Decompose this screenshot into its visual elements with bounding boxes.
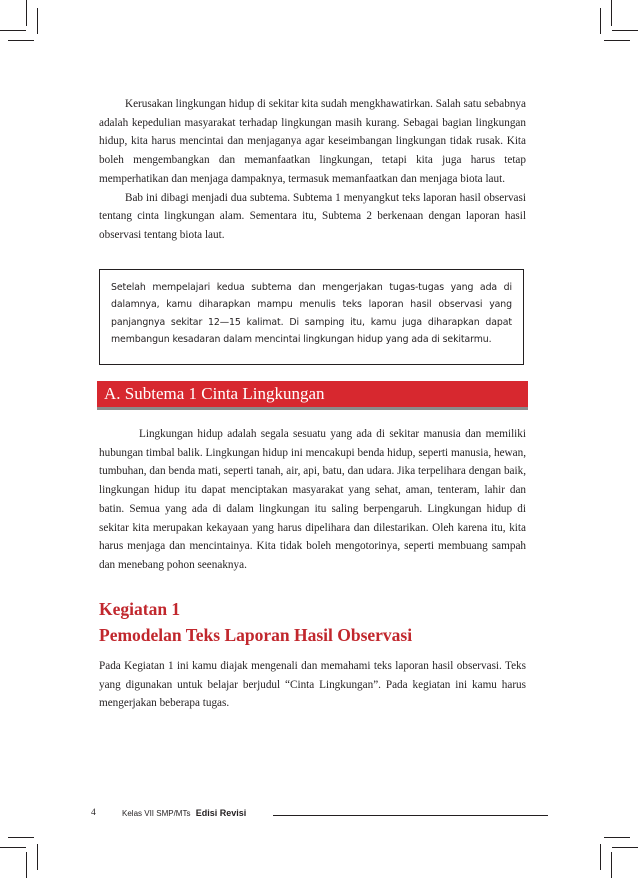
crop-mark <box>8 837 34 838</box>
section-text <box>99 425 526 575</box>
crop-mark <box>8 40 34 41</box>
footer-class: Kelas VII SMP/MTs <box>122 809 191 818</box>
footer-rule <box>273 815 548 816</box>
crop-mark <box>611 852 612 878</box>
crop-mark <box>612 30 638 31</box>
crop-mark <box>600 844 601 870</box>
crop-mark <box>0 847 26 848</box>
footer-edition: Edisi Revisi <box>195 808 247 818</box>
activity-text <box>99 657 526 713</box>
objective-box <box>99 269 524 365</box>
section-title: A. Subtema 1 Cinta Lingkungan <box>104 384 325 403</box>
crop-mark <box>612 847 638 848</box>
crop-mark <box>611 0 612 26</box>
activity-title: Kegiatan 1 <box>99 599 181 619</box>
section-paragraph: Lingkungan hidup adalah segala sesuatu yang ada di sekitar manusia dan memiliki hubungan timbal balik. Lingkungan hidup ini mencakupi benda hidup, seperti manusia, hewan, tumbuhan, dan benda mati, seperti tanah, air, api, batu, dan udara. Jika terpelihara dengan baik, lingkungan hidup itu dapat menciptakan masyarakat yang sehat, aman, tenteram, lahir dan batin. Semua yang ada di dalam lingkungan itu saling berpengaruh. Lingkungan hidup di sekitar kita merupakan kekayaan yang harus dipelihara dan dilestarikan. Oleh karena itu, kita harus menjaga dan mencintainya. Kita tidak boleh mengotorinya, seperti membuang sampah dan menebang pohon seenaknya. <box>99 428 526 571</box>
page-number: 4 <box>91 808 96 818</box>
objective-text: Setelah mempelajari kedua subtema dan mengerjakan tugas-tugas yang ada di dalamnya, kamu diharapkan mampu menulis teks laporan hasil observasi yang panjangnya sekitar 12—15 kalimat. Di samping itu, kamu juga diharapkan dapat membangun kesadaran dalam mencintai lingkungan hidup yang ada di sekitarmu. <box>111 282 512 345</box>
intro-paragraph-2: Bab ini dibagi menjadi dua subtema. Subtema 1 menyangkut teks laporan hasil observasi tentang cinta lingkungan alam. Sementara itu, Subtema 2 berkenaan dengan laporan hasil observasi tentang biota laut. <box>99 191 526 241</box>
crop-mark <box>604 837 630 838</box>
crop-mark <box>37 844 38 870</box>
crop-mark <box>26 0 27 26</box>
intro-text <box>99 95 526 245</box>
section-heading-rule <box>97 407 528 410</box>
crop-mark <box>26 852 27 878</box>
crop-mark <box>37 8 38 34</box>
crop-mark <box>600 8 601 34</box>
crop-mark <box>604 40 630 41</box>
footer-book-label <box>122 808 246 818</box>
section-heading-bar <box>97 381 528 407</box>
intro-paragraph-1: Kerusakan lingkungan hidup di sekitar kita sudah mengkhawatirkan. Salah satu sebabnya adalah kepedulian masyarakat terhadap lingkungan masih kurang. Sebagai bagian lingkungan hidup, kita harus mencintai dan menjaganya agar keseimbangan lingkungan tidak rusak. Kita boleh mengembangkan dan memanfaatkan lingkungan, tetapi kita juga harus tetap memperhatikan dan menjaga dampaknya, termasuk memanfaatkan dan menjaga biota laut. <box>99 98 526 185</box>
crop-mark <box>0 30 26 31</box>
activity-paragraph: Pada Kegiatan 1 ini kamu diajak mengenali dan memahami teks laporan hasil observasi. Teks yang digunakan untuk belajar berjudul “Cinta Lingkungan”. Pada kegiatan ini kamu harus mengerjakan beberapa tugas. <box>99 660 526 710</box>
activity-subtitle: Pemodelan Teks Laporan Hasil Observasi <box>99 625 413 645</box>
